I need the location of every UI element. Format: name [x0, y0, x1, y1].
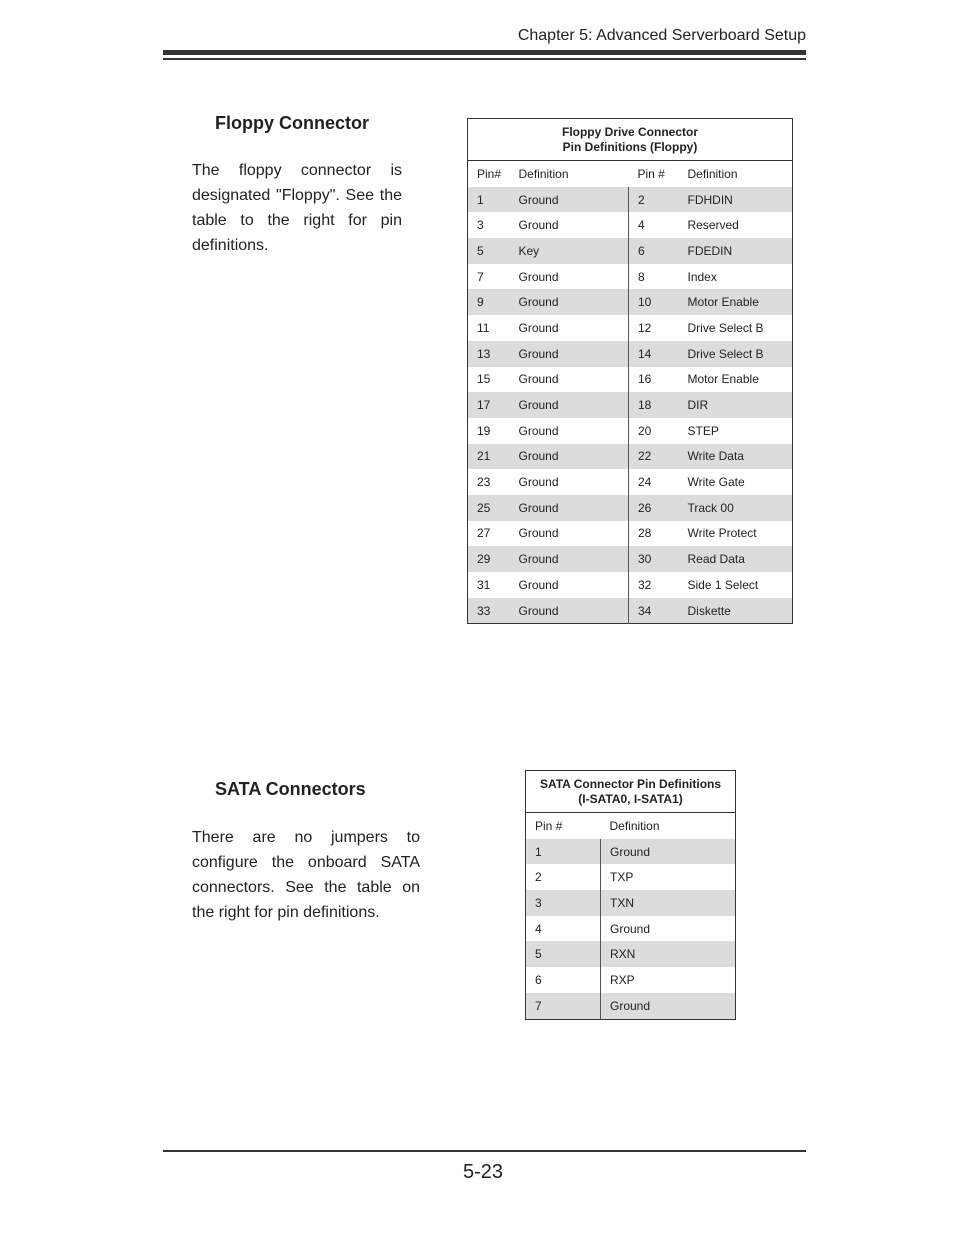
sata-description: There are no jumpers to configure the onboard SATA connectors. See the table on the right for pin definitions.	[192, 829, 420, 921]
table-cell: 5	[468, 238, 510, 264]
table-row	[468, 367, 793, 393]
table-cell: Motor Enable	[687, 372, 759, 387]
table-cell: Write Gate	[687, 475, 745, 490]
table-cell: 1	[468, 187, 510, 213]
table-cell: Read Data	[679, 546, 793, 572]
floppy-caption-line-2: Pin Definitions (Floppy)	[562, 140, 698, 154]
table-cell: Ground	[518, 475, 559, 490]
table-cell: 33	[468, 598, 510, 624]
table-cell: 22	[629, 444, 679, 470]
table-cell: TXN	[601, 890, 736, 916]
table-cell: 26	[629, 495, 679, 521]
column-header: Definition	[609, 818, 660, 833]
sata-section-title: SATA Connectors	[215, 779, 366, 799]
column-header: Definition	[518, 166, 569, 181]
table-cell: 29	[468, 546, 510, 572]
table-row	[468, 598, 793, 624]
table-cell: Ground	[601, 839, 736, 865]
sata-caption-line-1: SATA Connector Pin Definitions	[539, 777, 722, 791]
table-cell: 5	[526, 941, 601, 967]
table-cell: Key	[510, 238, 629, 264]
table-cell: Index	[687, 269, 717, 284]
page-number: 5-23	[462, 1161, 504, 1183]
table-cell: Diskette	[679, 598, 793, 624]
table-cell: 17	[468, 392, 510, 418]
table-cell: Write Protect	[687, 526, 757, 541]
table-row	[468, 289, 793, 315]
table-cell: Ground	[510, 341, 629, 367]
table-row	[468, 418, 793, 444]
table-cell: 24	[629, 469, 679, 495]
table-cell: TXP	[601, 864, 736, 890]
floppy-table-caption	[468, 119, 793, 161]
table-cell: 3	[477, 218, 484, 233]
floppy-caption-line-1: Floppy Drive Connector	[561, 125, 698, 139]
table-cell: Ground	[510, 495, 629, 521]
column-header: Definition	[687, 166, 738, 181]
table-row	[468, 572, 793, 598]
table-cell: 16	[629, 367, 679, 393]
table-cell: Drive Select B	[679, 341, 793, 367]
table-cell: 21	[468, 444, 510, 470]
table-cell: 34	[629, 598, 679, 624]
table-cell: Ground	[518, 269, 559, 284]
table-cell: 1	[526, 839, 601, 865]
table-cell: 4	[629, 212, 679, 238]
table-cell: 14	[629, 341, 679, 367]
table-row	[468, 315, 793, 341]
table-row	[468, 469, 793, 495]
table-cell: 8	[629, 264, 679, 290]
floppy-section-title: Floppy Connector	[215, 113, 369, 133]
table-cell: 32	[629, 572, 679, 598]
table-row	[468, 546, 793, 572]
table-cell: 2	[629, 187, 679, 213]
table-row	[468, 187, 793, 213]
table-cell: FDEDIN	[679, 238, 793, 264]
table-cell: 27	[477, 526, 491, 541]
table-cell: Motor Enable	[679, 289, 793, 315]
table-cell: 6	[629, 238, 679, 264]
table-cell: Ground	[510, 392, 629, 418]
table-cell: 6	[535, 972, 542, 987]
column-header: Pin #	[535, 818, 563, 833]
table-cell: DIR	[679, 392, 793, 418]
table-cell: 23	[477, 475, 491, 490]
table-row	[468, 444, 793, 470]
table-row	[468, 238, 793, 264]
table-cell: 7	[526, 993, 601, 1019]
table-cell: Ground	[510, 546, 629, 572]
table-cell: STEP	[687, 423, 719, 438]
table-row	[468, 392, 793, 418]
table-cell: 20	[629, 418, 679, 444]
table-cell: 3	[526, 890, 601, 916]
table-cell: 12	[629, 315, 679, 341]
table-row	[526, 967, 736, 993]
table-cell: Ground	[518, 372, 559, 387]
floppy-pin-table	[467, 118, 793, 624]
table-cell: FDHDIN	[679, 187, 793, 213]
table-cell: Ground	[510, 444, 629, 470]
table-cell: Ground	[518, 218, 559, 233]
column-header: Pin #	[637, 166, 665, 181]
table-cell: Ground	[601, 993, 736, 1019]
table-cell: 19	[477, 423, 491, 438]
table-row	[526, 839, 736, 865]
table-cell: 31	[477, 577, 491, 592]
table-cell: RXP	[601, 967, 736, 993]
table-cell: Ground	[518, 423, 559, 438]
table-cell: 10	[629, 289, 679, 315]
table-cell: Ground	[518, 320, 559, 335]
table-row	[468, 495, 793, 521]
table-cell: 9	[468, 289, 510, 315]
table-cell: 4	[535, 921, 542, 936]
sata-pin-table	[525, 770, 736, 1020]
chapter-header: Chapter 5: Advanced Serverboard Setup	[517, 27, 806, 44]
floppy-description: The floppy connector is designated "Floppy". See the table to the right for pin definitions.	[192, 162, 402, 254]
header-rule-thick	[163, 50, 806, 55]
table-cell: Ground	[510, 187, 629, 213]
table-row	[468, 264, 793, 290]
table-row	[468, 341, 793, 367]
footer-rule	[163, 1150, 806, 1152]
table-cell: 28	[629, 521, 679, 547]
table-cell: 2	[535, 870, 542, 885]
table-cell: 11	[477, 320, 490, 335]
column-header: Pin#	[477, 166, 502, 181]
sata-table-caption	[526, 771, 736, 813]
table-row	[526, 916, 736, 942]
table-cell: 7	[477, 269, 484, 284]
table-cell: Ground	[601, 916, 736, 942]
table-cell: 25	[468, 495, 510, 521]
table-cell: 15	[477, 372, 491, 387]
table-cell: Reserved	[687, 218, 739, 233]
table-row	[526, 941, 736, 967]
table-cell: Ground	[510, 289, 629, 315]
table-cell: Track 00	[679, 495, 793, 521]
table-cell: 30	[629, 546, 679, 572]
table-row	[526, 890, 736, 916]
table-cell: Write Data	[679, 444, 793, 470]
sata-caption-line-2: (I-SATA0, I-SATA1)	[578, 792, 683, 806]
table-cell: RXN	[601, 941, 736, 967]
table-row	[526, 864, 736, 890]
header-rule-thin	[163, 58, 806, 60]
table-cell: 18	[629, 392, 679, 418]
table-cell: Ground	[510, 598, 629, 624]
floppy-table-header	[468, 161, 793, 187]
table-row	[468, 212, 793, 238]
table-cell: Ground	[518, 526, 559, 541]
sata-table-header	[526, 813, 736, 839]
table-row	[468, 521, 793, 547]
table-row	[526, 993, 736, 1019]
table-cell: Side 1 Select	[687, 577, 759, 592]
table-cell: 13	[468, 341, 510, 367]
table-cell: Drive Select B	[687, 320, 764, 335]
table-cell: Ground	[518, 577, 559, 592]
